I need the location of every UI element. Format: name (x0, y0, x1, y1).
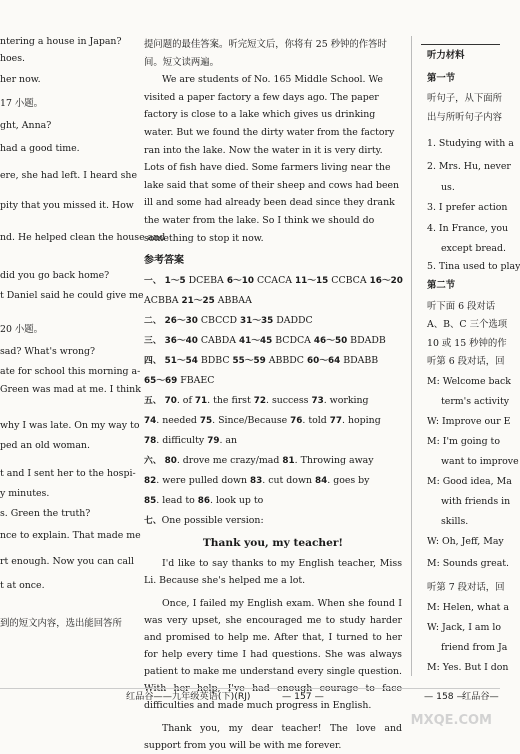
question-range: 72 (253, 396, 266, 407)
answer-value: ACBBA (144, 295, 182, 307)
answer-value: BCDCA (272, 335, 311, 347)
answer-row (144, 291, 402, 311)
essay-paragraph: Thank you, my dear teacher! The love and support from you will be with me forever. (144, 723, 402, 752)
svg-text:MXQE.COM: MXQE.COM (410, 713, 492, 728)
question-range: 41～45 (238, 336, 273, 347)
question-range: 81 (282, 456, 295, 467)
question-range: 86 (197, 496, 210, 507)
answer-value: . lead to (156, 495, 198, 507)
essay-title: Thank you, my teacher! (202, 537, 344, 550)
right-text-line: want to improve (441, 456, 519, 467)
right-text-line: M: I'm going to (427, 436, 500, 447)
right-text-line: 10 或 15 秒钟的作 (427, 338, 507, 349)
right-text-line: except bread. (441, 243, 506, 254)
left-text-line: 到的短文内容，选出能回答所 (0, 618, 122, 629)
answer-value: CCBCA (328, 275, 367, 287)
question-range: 60～64 (306, 356, 341, 367)
left-text-line: t at once. (0, 580, 45, 591)
answer-value: CCACA (253, 275, 293, 287)
left-text-line: 20 小题。 (0, 324, 44, 335)
left-text-line: sad? What's wrong? (0, 346, 96, 357)
answer-value: . look up to (209, 495, 264, 507)
right-text-line: 3. I prefer action (427, 202, 508, 213)
question-range: 一、 (144, 276, 162, 287)
right-heading: 第二节 (427, 280, 456, 291)
right-text-line: 2. Mrs. Hu, never (427, 161, 511, 172)
listening-passage: We are students of No. 165 Middle School. We visited a paper factory a few days ago. The paper factory is close to a lake which gives us drinking water. But we found the dirty water from the factory ran into the lake. Now the water in it is very dirty. Lots of fish have died. Some farmers living near the lake said that some of their sheep and cows had been ill and some had already been dead since they drank the water from the lake. So I think we should do something to stop it now. (144, 74, 400, 244)
answer-row (144, 431, 402, 451)
answer-value: BDADB (347, 335, 386, 347)
question-range: 65～69 (144, 376, 178, 387)
question-range: 75 (199, 416, 213, 427)
answer-row (144, 511, 402, 531)
right-text-line: W: Jack, I am lo (427, 622, 501, 633)
footer-page-number-right: — 158 — (424, 691, 466, 702)
right-text-line: 听下面 6 段对话 (427, 301, 496, 312)
question-range: 84 (314, 476, 328, 487)
question-range: 七、 (144, 516, 162, 527)
right-text-line: 听第 7 段对话，回 (427, 582, 505, 593)
left-text-line: s. Green the truth? (0, 508, 91, 519)
heading-rule (421, 44, 500, 45)
right-text-line: 1. Studying with a (427, 138, 514, 149)
essay-paragraph: I'd like to say thanks to my English teacher, Miss Li. Because she's helped me a lot. (144, 558, 402, 587)
question-range: 46～50 (313, 336, 348, 347)
left-text-line: had a good time. (0, 143, 80, 154)
footer-page-number-left: — 157 — (282, 691, 324, 702)
answer-value: DCEBA (185, 275, 224, 287)
answer-row (144, 351, 402, 371)
answer-value: . needed (156, 415, 200, 427)
question-range: 71 (194, 396, 208, 407)
answer-row (144, 451, 402, 471)
left-text-line: 17 小题。 (0, 98, 44, 109)
right-text-line: M: Sounds great. (427, 558, 510, 569)
question-range: 79 (207, 436, 220, 447)
answer-row (144, 271, 402, 291)
left-text-line: t Daniel said he could give me (0, 290, 144, 301)
left-text-line: why I was late. On my way to (0, 420, 140, 431)
footer-book-title: 红品谷——九年级英语(下)(RJ) (126, 691, 251, 702)
question-range: 26～30 (164, 316, 198, 327)
answer-value: . an (219, 435, 238, 447)
right-text-line: M: Welcome back (427, 376, 511, 387)
answer-value: . hoping (342, 415, 381, 427)
answer-row (144, 491, 402, 511)
question-range: 三、 (144, 336, 162, 347)
question-range: 36～40 (164, 336, 198, 347)
right-text-line: M: Good idea, Ma (427, 476, 512, 487)
answer-value: . working (323, 395, 369, 407)
left-text-line: ere, she had left. I heard she (0, 170, 137, 181)
question-range: 76 (290, 416, 303, 427)
answer-value: ABBAA (214, 295, 252, 307)
answer-value: BDABB (340, 355, 379, 367)
right-text-line: friend from Ja (441, 642, 508, 653)
right-text-line: skills. (441, 516, 469, 527)
answer-value: CABDA (197, 335, 236, 347)
answer-value: . drove me crazy/mad (176, 455, 283, 467)
question-range: 31～35 (239, 316, 274, 327)
column-divider (411, 36, 412, 676)
left-text-line: ght, Anna? (0, 120, 52, 131)
footer-rule (0, 688, 500, 689)
right-text-line: W: Oh, Jeff, May (427, 536, 504, 547)
question-range: 六、 (144, 456, 162, 467)
answer-value: . success (266, 395, 312, 407)
answer-row (144, 311, 402, 331)
answer-row (144, 331, 402, 351)
left-text-line: ntering a house in Japan? (0, 36, 122, 47)
question-range: 85 (144, 496, 157, 507)
right-text-line: 5. Tina used to play (427, 261, 520, 272)
right-text-line: 听句子，从下面所 (427, 93, 503, 104)
left-text-line: rt enough. Now you can call (0, 556, 135, 567)
answer-value: . cut down (262, 475, 315, 487)
footer-book-title-right: 红品谷— (462, 691, 499, 702)
question-range: 二、 (144, 316, 162, 327)
left-text-line: y minutes. (0, 488, 50, 499)
left-text-line: hoes. (0, 53, 26, 64)
right-heading: 第一节 (427, 73, 456, 84)
right-text-line: term's activity (441, 396, 510, 407)
answers-heading: 参考答案 (144, 255, 184, 267)
essay-paragraph: Once, I failed my English exam. When she found I was very upset, she encouraged me to study harder and promised to help me. After that, I turned to her for help every time I had questions. She was always patient to make me understand every single question. difficulties and made much progress in English. (144, 598, 402, 712)
answer-value: One possible version: (161, 515, 264, 527)
question-range: 82 (144, 476, 157, 487)
answer-value: DADDC (273, 315, 313, 327)
watermark-logo (410, 700, 494, 730)
question-range: 21～25 (181, 296, 215, 307)
question-range: 11～15 (295, 276, 329, 287)
left-text-line: her now. (0, 74, 41, 85)
right-text-line: W: Improve our E (427, 416, 511, 427)
answer-value: . were pulled down (156, 475, 251, 487)
question-range: 四、 (144, 356, 162, 367)
left-text-line: pity that you missed it. How (0, 200, 134, 211)
question-range: 51～54 (164, 356, 198, 367)
answer-value: CBCCD (197, 315, 237, 327)
question-range: 五、 (144, 396, 162, 407)
question-range: 16～20 (369, 276, 403, 287)
left-text-line: nce to explain. That made me (0, 530, 141, 541)
question-range: 74 (144, 416, 157, 427)
answer-value: . the first (207, 395, 254, 407)
listening-intro: 提问题的最佳答案。听完短文后，你将有 25 秒钟的作答时间。短文读两遍。 (144, 39, 387, 68)
right-text-line: 听第 6 段对话，回 (427, 356, 505, 367)
left-text-line: ate for school this morning a- (0, 366, 141, 377)
question-range: 83 (250, 476, 263, 487)
right-text-line: M: Helen, what a (427, 602, 509, 613)
question-range: 55～59 (232, 356, 266, 367)
answer-value: . of (176, 395, 195, 407)
answer-row (144, 411, 402, 431)
question-range: 70 (164, 396, 177, 407)
left-text-line: did you go back home? (0, 270, 110, 281)
answer-value: FBAEC (177, 375, 215, 387)
right-text-line: A、B、C 三个选项 (427, 319, 508, 330)
left-text-line: Green was mad at me. I think (0, 384, 141, 395)
left-text-line: nd. He helped clean the house and (0, 232, 166, 243)
sample-essay (144, 555, 402, 754)
left-text-line: t and I sent her to the hospi- (0, 468, 136, 479)
question-range: 78 (144, 436, 157, 447)
right-text-line: us. (441, 182, 455, 193)
answer-value: . goes by (327, 475, 370, 487)
question-range: 80 (164, 456, 177, 467)
answer-key (144, 271, 402, 531)
question-range: 1～5 (164, 276, 186, 287)
answer-value: BDBC (197, 355, 230, 367)
question-range: 73 (311, 396, 324, 407)
answer-value: ABBDC (265, 355, 304, 367)
left-text-line: ped an old woman. (0, 440, 90, 451)
right-text-line: 出与所听句子内容 (427, 112, 503, 123)
answer-row (144, 391, 402, 411)
answer-value: . Since/Because (212, 415, 291, 427)
question-range: 6～10 (226, 276, 254, 287)
right-heading: 听力材料 (427, 50, 465, 61)
answer-row (144, 371, 402, 391)
right-text-line: 4. In France, you (427, 223, 508, 234)
answer-value: . told (302, 415, 330, 427)
right-column (421, 36, 520, 676)
answer-row (144, 471, 402, 491)
right-text-line: with friends in (441, 496, 511, 507)
answer-value: . difficulty (156, 435, 208, 447)
right-text-line: M: Yes. But I don (427, 662, 509, 673)
answer-value: . Throwing away (294, 455, 374, 467)
question-range: 77 (329, 416, 343, 427)
